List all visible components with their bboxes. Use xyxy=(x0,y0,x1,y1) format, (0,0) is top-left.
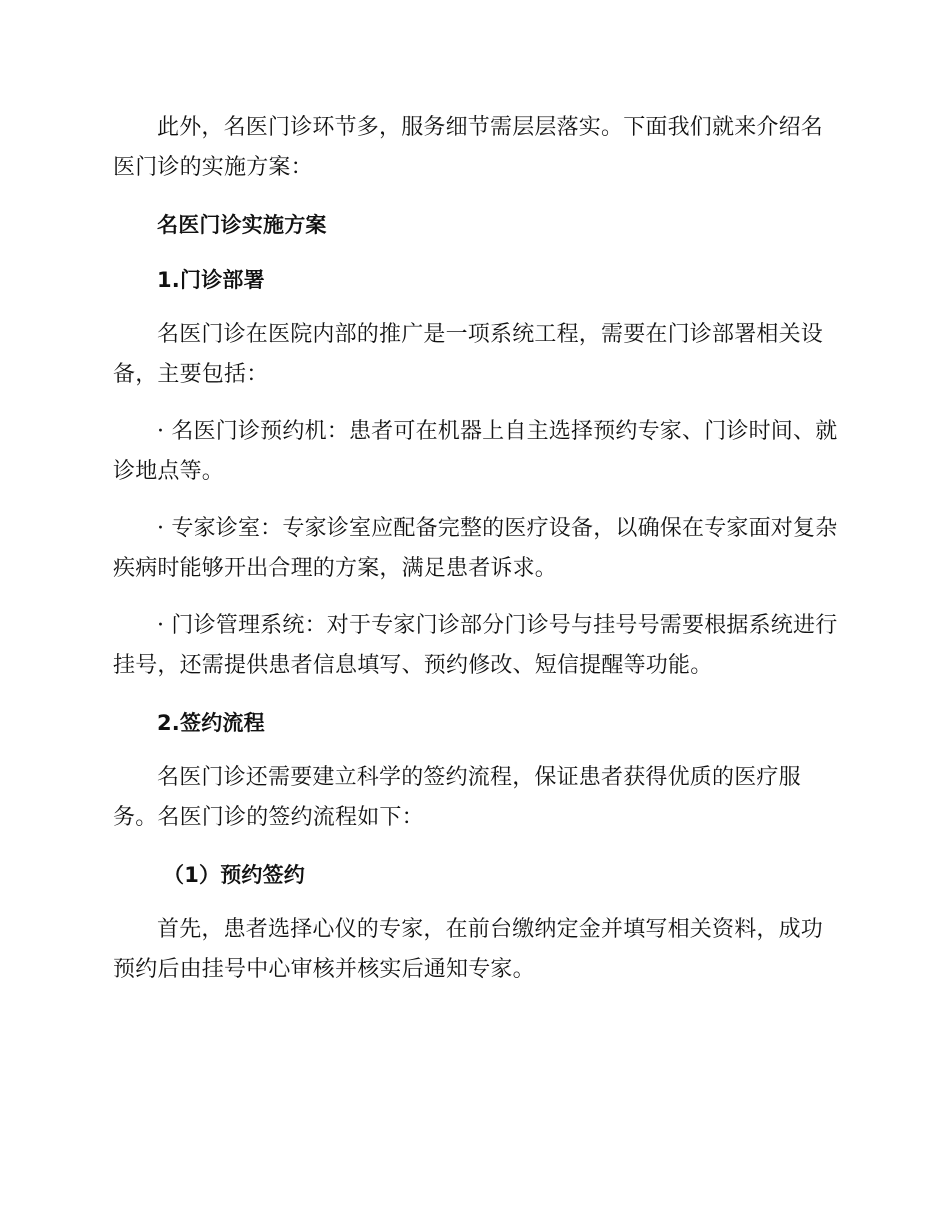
bullet-appointment-machine: · 名医门诊预约机：患者可在机器上自主选择预约专家、门诊时间、就诊地点等。 xyxy=(113,419,838,484)
intro-paragraph: 此外，名医门诊环节多，服务细节需层层落实。下面我们就来介绍名医门诊的实施方案： xyxy=(113,115,824,180)
signing-paragraph: 名医门诊还需要建立科学的签约流程，保证患者获得优质的医疗服务。名医门诊的签约流程如下： xyxy=(113,765,801,830)
appointment-paragraph: 首先，患者选择心仪的专家，在前台缴纳定金并填写相关资料，成功预约后由挂号中心审核并核实后通知专家。 xyxy=(113,917,824,982)
document-body xyxy=(113,108,838,1007)
bullet-management-system: · 门诊管理系统：对于专家门诊部分门诊号与挂号号需要根据系统进行挂号，还需提供患者信息填写、预约修改、短信提醒等功能。 xyxy=(113,613,838,678)
plan-title-heading: 名医门诊实施方案 xyxy=(157,213,327,237)
section-heading-deployment: 1.门诊部署 xyxy=(157,268,265,292)
deployment-paragraph: 名医门诊在医院内部的推广是一项系统工程，需要在门诊部署相关设备，主要包括： xyxy=(113,322,824,387)
subsection-heading-appointment: （1）预约签约 xyxy=(163,863,306,887)
bullet-expert-room: · 专家诊室：专家诊室应配备完整的医疗设备，以确保在专家面对复杂疾病时能够开出合理的方案，满足患者诉求。 xyxy=(113,516,838,581)
section-heading-signing: 2.签约流程 xyxy=(157,711,265,735)
